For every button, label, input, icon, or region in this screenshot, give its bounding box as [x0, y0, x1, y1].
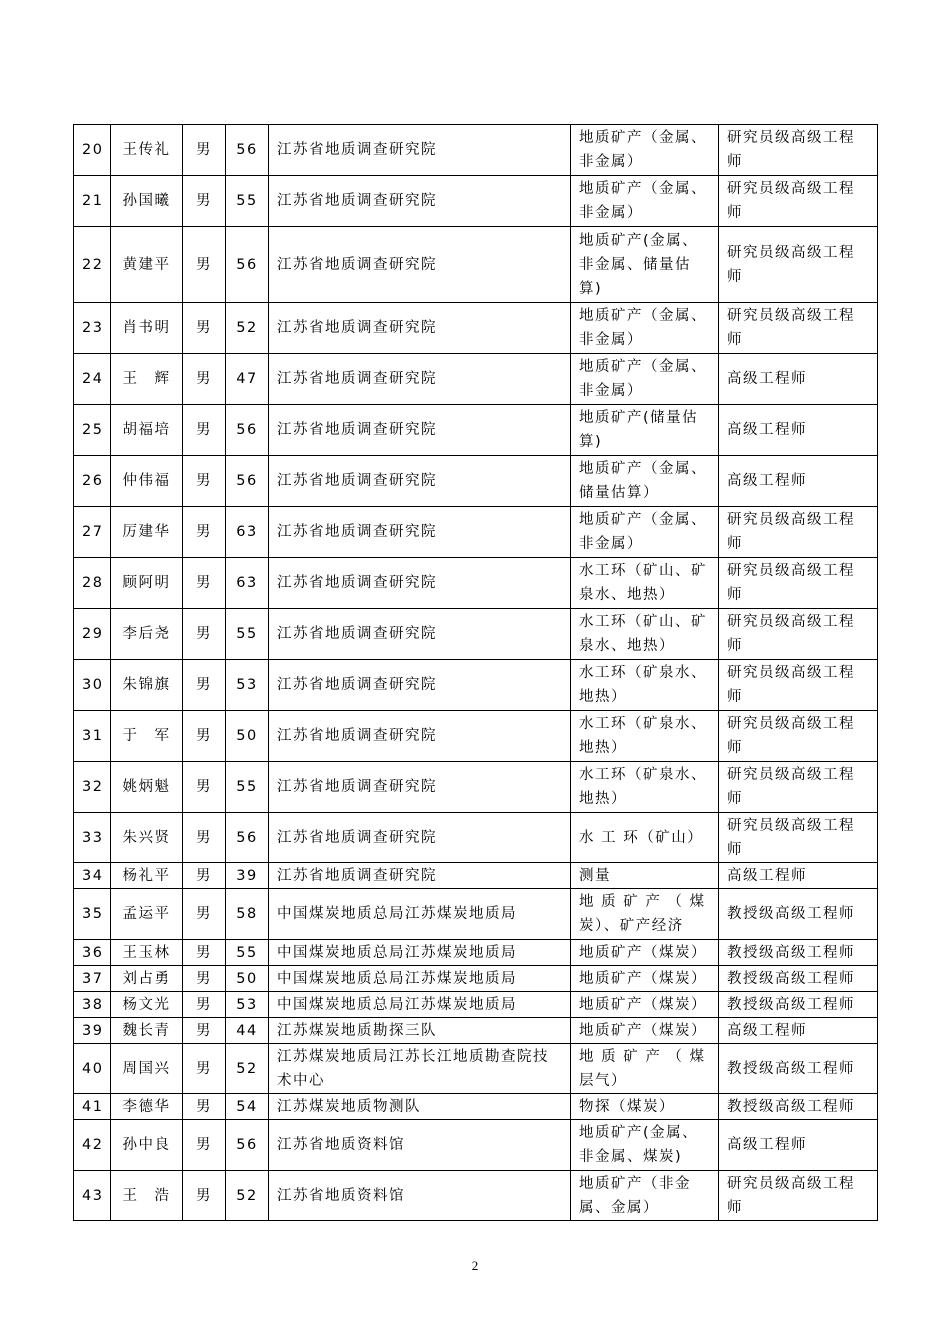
table-row — [74, 303, 878, 354]
organization-cell: 中国煤炭地质总局江苏煤炭地质局 — [269, 940, 571, 966]
sex-cell: 男 — [183, 507, 226, 558]
sex-cell: 男 — [183, 1120, 226, 1171]
name-cell: 杨文光 — [111, 992, 183, 1018]
table-row — [74, 558, 878, 609]
age-cell: 63 — [226, 507, 269, 558]
age-cell: 56 — [226, 227, 269, 303]
sex-cell: 男 — [183, 762, 226, 813]
sex-cell: 男 — [183, 354, 226, 405]
sex-cell: 男 — [183, 1094, 226, 1120]
organization-cell: 江苏省地质调查研究院 — [269, 711, 571, 762]
organization-cell: 中国煤炭地质总局江苏煤炭地质局 — [269, 889, 571, 940]
sex-cell: 男 — [183, 711, 226, 762]
page-number: 2 — [471, 1258, 479, 1273]
table-row — [74, 609, 878, 660]
name-cell: 李德华 — [111, 1094, 183, 1120]
professional-title-cell: 研究员级高级工程师 — [719, 711, 878, 762]
age-cell: 53 — [226, 992, 269, 1018]
table-row — [74, 992, 878, 1018]
age-cell: 52 — [226, 1171, 269, 1221]
organization-cell: 江苏煤炭地质物测队 — [269, 1094, 571, 1120]
name-cell: 杨礼平 — [111, 863, 183, 889]
serial-number-cell: 42 — [74, 1120, 111, 1171]
organization-cell: 江苏省地质资料馆 — [269, 1171, 571, 1221]
serial-number-cell: 39 — [74, 1018, 111, 1044]
name-cell: 姚炳魁 — [111, 762, 183, 813]
specialty-cell: 水工环（矿泉水、地热） — [571, 660, 719, 711]
table-row — [74, 813, 878, 863]
table-row — [74, 966, 878, 992]
sex-cell: 男 — [183, 813, 226, 863]
name-cell: 王玉林 — [111, 940, 183, 966]
serial-number-cell: 28 — [74, 558, 111, 609]
table-row — [74, 762, 878, 813]
professional-title-cell: 高级工程师 — [719, 863, 878, 889]
table-row — [74, 354, 878, 405]
table-row — [74, 1094, 878, 1120]
serial-number-cell: 43 — [74, 1171, 111, 1221]
professional-title-cell: 高级工程师 — [719, 1120, 878, 1171]
serial-number-cell: 27 — [74, 507, 111, 558]
professional-title-cell: 研究员级高级工程师 — [719, 303, 878, 354]
serial-number-cell: 22 — [74, 227, 111, 303]
age-cell: 55 — [226, 176, 269, 227]
organization-cell: 江苏省地质调查研究院 — [269, 405, 571, 456]
organization-cell: 江苏煤炭地质局江苏长江地质勘查院技术中心 — [269, 1044, 571, 1094]
age-cell: 63 — [226, 558, 269, 609]
table-row — [74, 711, 878, 762]
specialty-cell: 地质矿产（非金属、金属） — [571, 1171, 719, 1221]
name-cell: 肖书明 — [111, 303, 183, 354]
name-cell: 李后尧 — [111, 609, 183, 660]
name-cell: 王 浩 — [111, 1171, 183, 1221]
professional-title-cell: 教授级高级工程师 — [719, 1094, 878, 1120]
sex-cell: 男 — [183, 1018, 226, 1044]
sex-cell: 男 — [183, 227, 226, 303]
age-cell: 55 — [226, 940, 269, 966]
table-row — [74, 227, 878, 303]
organization-cell: 江苏煤炭地质勘探三队 — [269, 1018, 571, 1044]
age-cell: 55 — [226, 609, 269, 660]
table-row — [74, 1120, 878, 1171]
professional-title-cell: 研究员级高级工程师 — [719, 660, 878, 711]
organization-cell: 江苏省地质调查研究院 — [269, 125, 571, 176]
professional-title-cell: 研究员级高级工程师 — [719, 609, 878, 660]
serial-number-cell: 40 — [74, 1044, 111, 1094]
age-cell: 50 — [226, 966, 269, 992]
age-cell: 44 — [226, 1018, 269, 1044]
sex-cell: 男 — [183, 966, 226, 992]
serial-number-cell: 35 — [74, 889, 111, 940]
serial-number-cell: 37 — [74, 966, 111, 992]
name-cell: 王 辉 — [111, 354, 183, 405]
serial-number-cell: 21 — [74, 176, 111, 227]
organization-cell: 中国煤炭地质总局江苏煤炭地质局 — [269, 992, 571, 1018]
professional-title-cell: 高级工程师 — [719, 456, 878, 507]
professional-title-cell: 研究员级高级工程师 — [719, 762, 878, 813]
specialty-cell: 水工环（矿泉水、地热） — [571, 711, 719, 762]
table-row — [74, 1044, 878, 1094]
name-cell: 魏长青 — [111, 1018, 183, 1044]
name-cell: 孙中良 — [111, 1120, 183, 1171]
organization-cell: 中国煤炭地质总局江苏煤炭地质局 — [269, 966, 571, 992]
specialty-cell: 水工环（矿泉水、地热） — [571, 762, 719, 813]
sex-cell: 男 — [183, 889, 226, 940]
organization-cell: 江苏省地质调查研究院 — [269, 762, 571, 813]
serial-number-cell: 29 — [74, 609, 111, 660]
age-cell: 52 — [226, 1044, 269, 1094]
serial-number-cell: 20 — [74, 125, 111, 176]
professional-title-cell: 教授级高级工程师 — [719, 889, 878, 940]
table-row — [74, 1171, 878, 1221]
name-cell: 孙国曦 — [111, 176, 183, 227]
serial-number-cell: 26 — [74, 456, 111, 507]
organization-cell: 江苏省地质资料馆 — [269, 1120, 571, 1171]
roster-body — [74, 125, 878, 1221]
organization-cell: 江苏省地质调查研究院 — [269, 558, 571, 609]
specialty-cell: 地质矿产（金属、非金属） — [571, 176, 719, 227]
professional-title-cell: 研究员级高级工程师 — [719, 558, 878, 609]
specialty-cell: 地质矿产（金属、非金属） — [571, 125, 719, 176]
professional-title-cell: 教授级高级工程师 — [719, 966, 878, 992]
name-cell: 顾阿明 — [111, 558, 183, 609]
professional-title-cell: 高级工程师 — [719, 1018, 878, 1044]
professional-title-cell: 教授级高级工程师 — [719, 992, 878, 1018]
name-cell: 刘占勇 — [111, 966, 183, 992]
name-cell: 王传礼 — [111, 125, 183, 176]
serial-number-cell: 31 — [74, 711, 111, 762]
organization-cell: 江苏省地质调查研究院 — [269, 303, 571, 354]
age-cell: 56 — [226, 405, 269, 456]
sex-cell: 男 — [183, 456, 226, 507]
organization-cell: 江苏省地质调查研究院 — [269, 176, 571, 227]
professional-title-cell: 研究员级高级工程师 — [719, 507, 878, 558]
specialty-cell: 地质矿产(金属、非金属、煤炭) — [571, 1120, 719, 1171]
professional-title-cell: 研究员级高级工程师 — [719, 176, 878, 227]
organization-cell: 江苏省地质调查研究院 — [269, 863, 571, 889]
organization-cell: 江苏省地质调查研究院 — [269, 227, 571, 303]
table-row — [74, 456, 878, 507]
name-cell: 孟运平 — [111, 889, 183, 940]
age-cell: 58 — [226, 889, 269, 940]
professional-title-cell: 研究员级高级工程师 — [719, 1171, 878, 1221]
serial-number-cell: 34 — [74, 863, 111, 889]
serial-number-cell: 30 — [74, 660, 111, 711]
name-cell: 朱兴贤 — [111, 813, 183, 863]
serial-number-cell: 32 — [74, 762, 111, 813]
specialty-cell: 地 质 矿 产 （ 煤层气） — [571, 1044, 719, 1094]
table-row — [74, 660, 878, 711]
age-cell: 56 — [226, 125, 269, 176]
expert-roster-table — [73, 124, 878, 1221]
organization-cell: 江苏省地质调查研究院 — [269, 456, 571, 507]
table-row — [74, 863, 878, 889]
specialty-cell: 水工环（矿山、矿泉水、地热） — [571, 609, 719, 660]
name-cell: 厉建华 — [111, 507, 183, 558]
sex-cell: 男 — [183, 405, 226, 456]
sex-cell: 男 — [183, 558, 226, 609]
sex-cell: 男 — [183, 863, 226, 889]
organization-cell: 江苏省地质调查研究院 — [269, 609, 571, 660]
professional-title-cell: 高级工程师 — [719, 405, 878, 456]
age-cell: 56 — [226, 813, 269, 863]
age-cell: 55 — [226, 762, 269, 813]
professional-title-cell: 研究员级高级工程师 — [719, 813, 878, 863]
specialty-cell: 水 工 环（矿山） — [571, 813, 719, 863]
sex-cell: 男 — [183, 992, 226, 1018]
specialty-cell: 测量 — [571, 863, 719, 889]
name-cell: 黄建平 — [111, 227, 183, 303]
professional-title-cell: 教授级高级工程师 — [719, 940, 878, 966]
specialty-cell: 地质矿产（煤炭） — [571, 992, 719, 1018]
table-row — [74, 940, 878, 966]
serial-number-cell: 38 — [74, 992, 111, 1018]
name-cell: 于 军 — [111, 711, 183, 762]
age-cell: 39 — [226, 863, 269, 889]
specialty-cell: 地质矿产（金属、非金属） — [571, 354, 719, 405]
table-row — [74, 507, 878, 558]
age-cell: 50 — [226, 711, 269, 762]
table-row — [74, 889, 878, 940]
specialty-cell: 地质矿产（煤炭） — [571, 966, 719, 992]
professional-title-cell: 教授级高级工程师 — [719, 1044, 878, 1094]
age-cell: 56 — [226, 1120, 269, 1171]
sex-cell: 男 — [183, 660, 226, 711]
name-cell: 胡福培 — [111, 405, 183, 456]
serial-number-cell: 41 — [74, 1094, 111, 1120]
organization-cell: 江苏省地质调查研究院 — [269, 354, 571, 405]
table-row — [74, 405, 878, 456]
specialty-cell: 地质矿产（煤炭） — [571, 940, 719, 966]
sex-cell: 男 — [183, 1044, 226, 1094]
sex-cell: 男 — [183, 940, 226, 966]
name-cell: 仲伟福 — [111, 456, 183, 507]
specialty-cell: 地质矿产（金属、非金属） — [571, 303, 719, 354]
professional-title-cell: 研究员级高级工程师 — [719, 227, 878, 303]
age-cell: 47 — [226, 354, 269, 405]
serial-number-cell: 36 — [74, 940, 111, 966]
sex-cell: 男 — [183, 1171, 226, 1221]
sex-cell: 男 — [183, 125, 226, 176]
organization-cell: 江苏省地质调查研究院 — [269, 507, 571, 558]
name-cell: 周国兴 — [111, 1044, 183, 1094]
specialty-cell: 地 质 矿 产 （ 煤炭）、矿产经济 — [571, 889, 719, 940]
specialty-cell: 地质矿产（金属、储量估算） — [571, 456, 719, 507]
sex-cell: 男 — [183, 176, 226, 227]
age-cell: 56 — [226, 456, 269, 507]
age-cell: 53 — [226, 660, 269, 711]
serial-number-cell: 24 — [74, 354, 111, 405]
organization-cell: 江苏省地质调查研究院 — [269, 660, 571, 711]
serial-number-cell: 33 — [74, 813, 111, 863]
age-cell: 54 — [226, 1094, 269, 1120]
serial-number-cell: 25 — [74, 405, 111, 456]
professional-title-cell: 研究员级高级工程师 — [719, 125, 878, 176]
sex-cell: 男 — [183, 609, 226, 660]
specialty-cell: 物探（煤炭） — [571, 1094, 719, 1120]
specialty-cell: 地质矿产（金属、非金属） — [571, 507, 719, 558]
professional-title-cell: 高级工程师 — [719, 354, 878, 405]
serial-number-cell: 23 — [74, 303, 111, 354]
specialty-cell: 地质矿产(储量估算) — [571, 405, 719, 456]
sex-cell: 男 — [183, 303, 226, 354]
organization-cell: 江苏省地质调查研究院 — [269, 813, 571, 863]
name-cell: 朱锦旗 — [111, 660, 183, 711]
specialty-cell: 水工环（矿山、矿泉水、地热） — [571, 558, 719, 609]
table-row — [74, 125, 878, 176]
age-cell: 52 — [226, 303, 269, 354]
specialty-cell: 地质矿产（煤炭） — [571, 1018, 719, 1044]
table-row — [74, 176, 878, 227]
table-row — [74, 1018, 878, 1044]
specialty-cell: 地质矿产(金属、非金属、储量估算) — [571, 227, 719, 303]
